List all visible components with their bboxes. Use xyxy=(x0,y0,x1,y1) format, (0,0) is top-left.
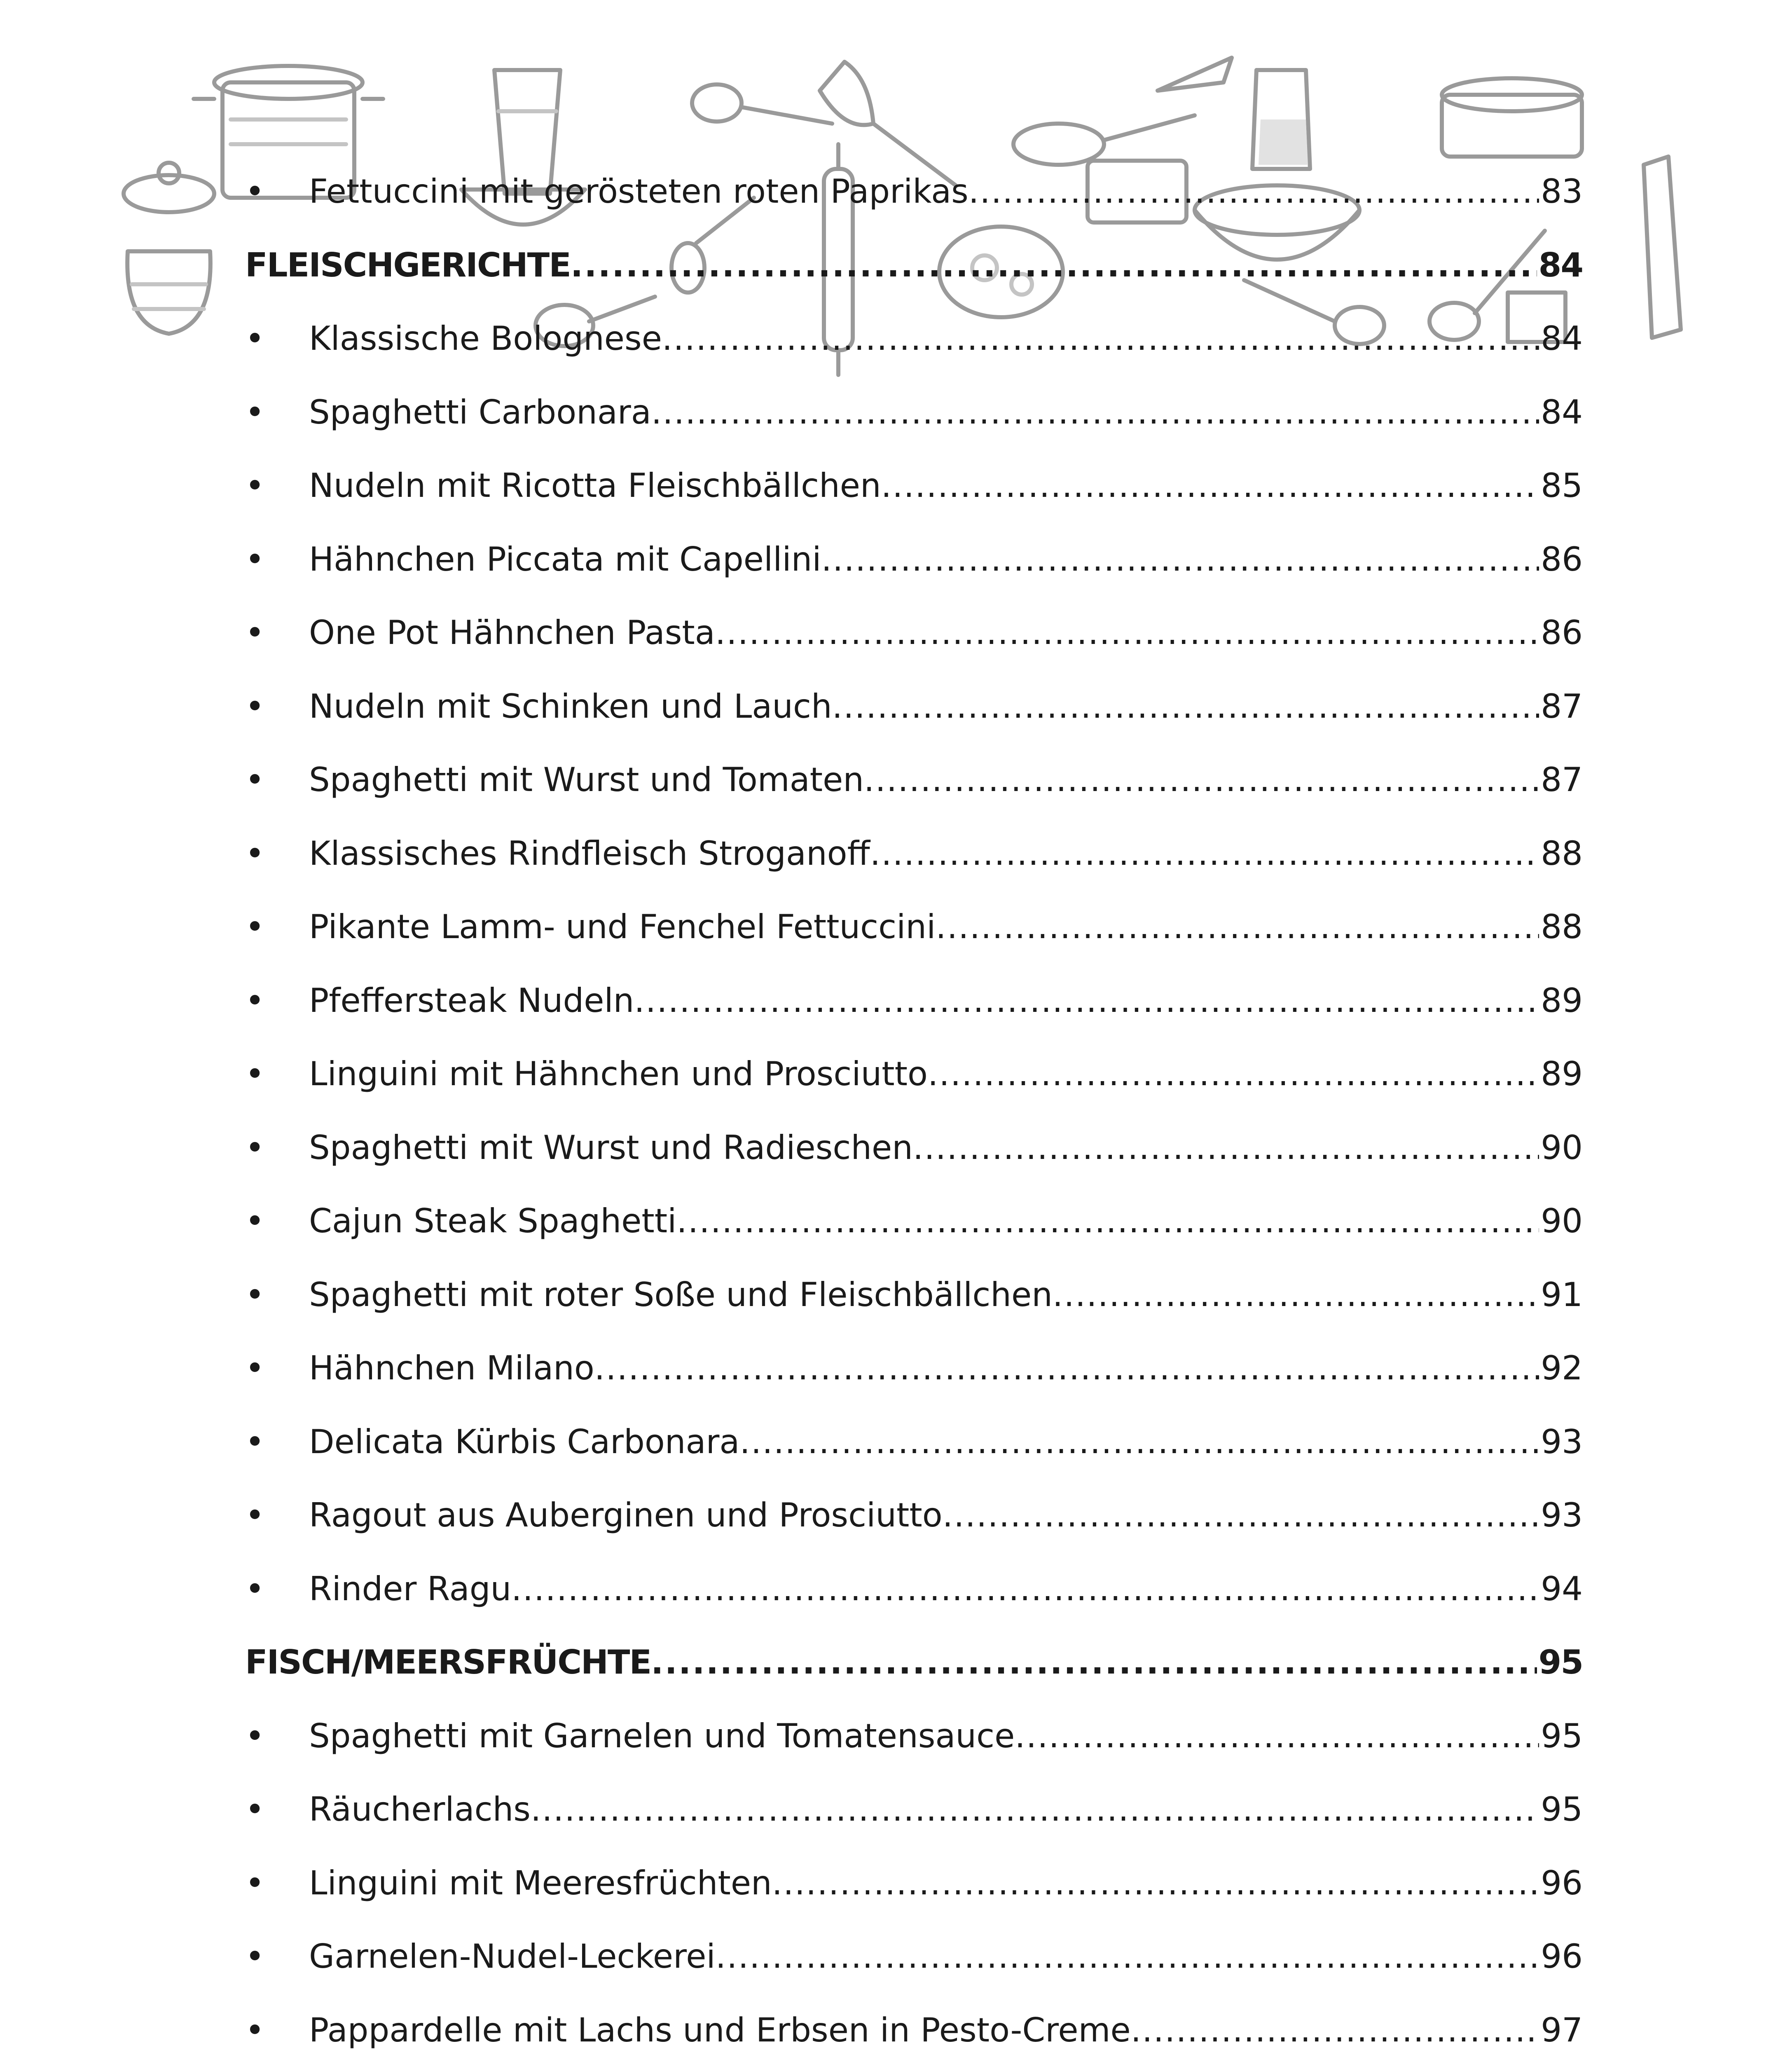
page-number: 89 xyxy=(1541,981,1583,1020)
page-number: 87 xyxy=(1541,687,1583,726)
page-number: 84 xyxy=(1541,393,1583,431)
page-number: 87 xyxy=(1541,761,1583,799)
dot-leader xyxy=(739,1423,1539,1461)
sugar-bowl-icon xyxy=(124,163,214,334)
toc-entry[interactable] xyxy=(245,1570,1583,1643)
entry-title: Räucherlachs xyxy=(309,1790,531,1828)
entry-title: Pappardelle mit Lachs und Erbsen in Pesto-Creme xyxy=(309,2011,1131,2049)
dot-leader xyxy=(594,1349,1539,1387)
dot-leader xyxy=(662,319,1539,358)
dot-leader xyxy=(715,613,1539,652)
toc-entry[interactable] xyxy=(245,834,1583,908)
dot-leader xyxy=(676,1202,1539,1240)
bullet-icon: • xyxy=(245,687,265,726)
bullet-icon: • xyxy=(245,908,265,946)
dot-leader xyxy=(864,761,1539,799)
entry-title: Hähnchen Milano xyxy=(309,1349,594,1387)
toc-entry[interactable] xyxy=(245,1937,1583,2011)
bullet-icon: • xyxy=(245,1569,265,1608)
pitcher-icon xyxy=(1252,70,1310,169)
dot-leader xyxy=(716,1937,1539,1976)
dot-leader xyxy=(511,1570,1539,1608)
dot-leader xyxy=(913,1128,1539,1167)
toc-section-heading[interactable] xyxy=(245,1643,1583,1717)
entry-title: Pikante Lamm- und Fenchel Fettuccini xyxy=(309,908,936,946)
page-number: 84 xyxy=(1538,246,1583,284)
toc-entry[interactable] xyxy=(245,1349,1583,1423)
bullet-icon: • xyxy=(245,761,265,799)
bullet-icon: • xyxy=(245,1716,265,1755)
dot-leader xyxy=(870,834,1539,873)
entry-title: Nudeln mit Ricotta Fleischbällchen xyxy=(309,466,881,505)
bullet-icon: • xyxy=(245,1937,265,1976)
dot-leader xyxy=(634,981,1539,1020)
bullet-icon: • xyxy=(245,466,265,505)
dot-leader xyxy=(936,908,1539,946)
bullet-icon: • xyxy=(245,1275,265,1314)
grater-icon xyxy=(1644,157,1681,338)
bullet-icon: • xyxy=(245,981,265,1020)
table-of-contents xyxy=(245,172,1583,2060)
toc-entry[interactable] xyxy=(245,319,1583,393)
page-number: 93 xyxy=(1541,1422,1583,1461)
dot-leader xyxy=(969,172,1539,211)
page-number: 95 xyxy=(1538,1643,1583,1681)
entry-title: Linguini mit Meeresfrüchten xyxy=(309,1863,772,1902)
entry-title: Garnelen-Nudel-Leckerei xyxy=(309,1937,716,1976)
frying-pan-icon xyxy=(1013,115,1195,165)
page-number: 96 xyxy=(1541,1937,1583,1976)
entry-title: Klassische Bolognese xyxy=(309,319,662,358)
toc-entry[interactable] xyxy=(245,540,1583,614)
bullet-icon: • xyxy=(245,393,265,431)
toc-entry[interactable] xyxy=(245,613,1583,687)
bullet-icon: • xyxy=(245,540,265,578)
bullet-icon: • xyxy=(245,1863,265,1902)
bullet-icon: • xyxy=(245,172,265,211)
dot-leader xyxy=(772,1864,1539,1902)
dot-leader xyxy=(821,540,1539,578)
entry-title: Linguini mit Hähnchen und Prosciutto xyxy=(309,1055,928,1093)
page-number: 86 xyxy=(1541,613,1583,652)
entry-title: Ragout aus Auberginen und Prosciutto xyxy=(309,1496,943,1534)
page-number: 89 xyxy=(1541,1055,1583,1093)
toc-entry[interactable] xyxy=(245,1202,1583,1276)
ladle-icon xyxy=(692,84,832,124)
bullet-icon: • xyxy=(245,1055,265,1093)
dot-leader xyxy=(928,1055,1539,1093)
entry-title: Spaghetti mit Wurst und Tomaten xyxy=(309,761,864,799)
dot-leader xyxy=(531,1790,1539,1828)
bullet-icon: • xyxy=(245,613,265,652)
entry-title: Nudeln mit Schinken und Lauch xyxy=(309,687,832,726)
toc-entry[interactable] xyxy=(245,1128,1583,1202)
entry-title: One Pot Hähnchen Pasta xyxy=(309,613,715,652)
toc-entry[interactable] xyxy=(245,1055,1583,1128)
dot-leader xyxy=(943,1496,1539,1534)
bullet-icon: • xyxy=(245,1422,265,1461)
entry-title: Spaghetti mit Wurst und Radieschen xyxy=(309,1128,913,1167)
toc-entry[interactable] xyxy=(245,981,1583,1055)
knife-icon xyxy=(1158,58,1232,91)
toc-entry[interactable] xyxy=(245,1276,1583,1349)
dot-leader xyxy=(881,466,1539,505)
dot-leader xyxy=(1053,1276,1539,1314)
toc-entry[interactable] xyxy=(245,1496,1583,1570)
toc-section-heading[interactable] xyxy=(245,246,1583,320)
page-number: 96 xyxy=(1541,1863,1583,1902)
entry-title: Cajun Steak Spaghetti xyxy=(309,1202,677,1240)
page-number: 88 xyxy=(1541,908,1583,946)
page-number: 86 xyxy=(1541,540,1583,578)
cake-tin-icon xyxy=(1442,78,1582,157)
toc-entry[interactable] xyxy=(245,2011,1583,2060)
page-number: 84 xyxy=(1541,319,1583,358)
dot-leader xyxy=(1131,2011,1539,2049)
bullet-icon: • xyxy=(245,1496,265,1534)
toc-entry[interactable] xyxy=(245,466,1583,540)
dot-leader xyxy=(571,246,1537,284)
page-number: 97 xyxy=(1541,2011,1583,2049)
page-number: 94 xyxy=(1541,1569,1583,1608)
toc-entry[interactable] xyxy=(245,761,1583,834)
toc-entry[interactable] xyxy=(245,687,1583,761)
page-number: 95 xyxy=(1541,1716,1583,1755)
page-number: 90 xyxy=(1541,1202,1583,1240)
dot-leader xyxy=(1015,1717,1539,1755)
bullet-icon: • xyxy=(245,1349,265,1387)
entry-title: Spaghetti mit roter Soße und Fleischbällchen xyxy=(309,1275,1053,1314)
dot-leader xyxy=(832,687,1539,726)
entry-title: Klassisches Rindfleisch Stroganoff xyxy=(309,834,870,873)
toc-entry[interactable] xyxy=(245,393,1583,467)
page-number: 93 xyxy=(1541,1496,1583,1534)
bullet-icon: • xyxy=(245,1128,265,1167)
entry-title: Delicata Kürbis Carbonara xyxy=(309,1422,740,1461)
bullet-icon: • xyxy=(245,2011,265,2049)
entry-title: Fettuccini mit gerösteten roten Paprikas xyxy=(309,172,969,211)
page-number: 91 xyxy=(1541,1275,1583,1314)
section-title: FLEISCHGERICHTE xyxy=(245,246,571,284)
page-number: 85 xyxy=(1541,466,1583,505)
bullet-icon: • xyxy=(245,1202,265,1240)
page-number: 92 xyxy=(1541,1349,1583,1387)
bullet-icon: • xyxy=(245,1790,265,1828)
toc-entry[interactable] xyxy=(245,172,1583,246)
toc-entry[interactable] xyxy=(245,1423,1583,1496)
page-number: 83 xyxy=(1541,172,1583,211)
page-number: 95 xyxy=(1541,1790,1583,1828)
dot-leader xyxy=(651,1643,1537,1681)
toc-entry[interactable] xyxy=(245,908,1583,981)
toc-entry[interactable] xyxy=(245,1864,1583,1938)
bullet-icon: • xyxy=(245,319,265,358)
entry-title: Hähnchen Piccata mit Capellini xyxy=(309,540,821,578)
toc-entry[interactable] xyxy=(245,1790,1583,1864)
section-title: FISCH/MEERSFRÜCHTE xyxy=(245,1643,651,1681)
entry-title: Spaghetti Carbonara xyxy=(309,393,651,431)
entry-title: Spaghetti mit Garnelen und Tomatensauce xyxy=(309,1716,1015,1755)
page-number: 88 xyxy=(1541,834,1583,873)
entry-title: Rinder Ragu xyxy=(309,1569,512,1608)
entry-title: Pfeffersteak Nudeln xyxy=(309,981,634,1020)
toc-entry[interactable] xyxy=(245,1717,1583,1791)
bullet-icon: • xyxy=(245,834,265,873)
page-number: 90 xyxy=(1541,1128,1583,1167)
dot-leader xyxy=(651,393,1539,431)
